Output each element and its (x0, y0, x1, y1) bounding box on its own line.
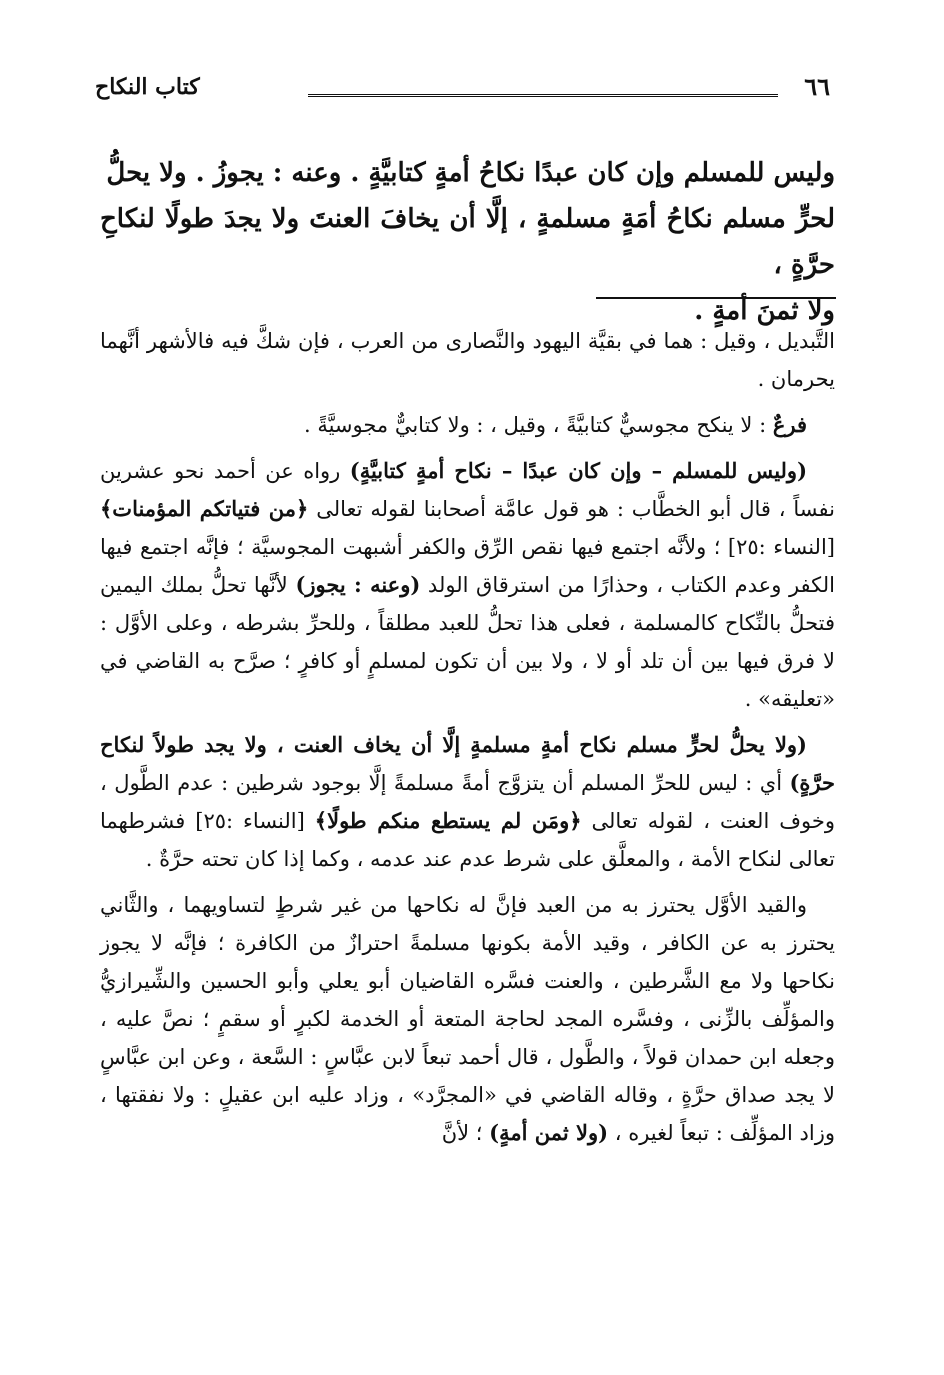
matn-text (100, 150, 835, 334)
sharh-text-span: والقيد الأوَّل يحترز به من العبد فإنَّ له نكاحها من غير شرطٍ لتساويهما ، والثَّاني يحترز به عن الكافر ، وقيد الأمة بكونها مسلمةً احترازٌ من الكافرة ؛ فإنَّه لا يجوز نكاحها ولا مع الشَّرطين ، والعنت فسَّره القاضيان أبو يعلي وأبو الحسين والشِّيرازيُّ والمؤلِّف بالزِّنى ، وفسَّره المجد لحاجة المتعة أو الخدمة لكبرٍ أو سقمٍ ؛ نصَّ عليه ، وجعله ابن حمدان قولاً ، والطَّول ، قال أحمد تبعاً لابن عبَّاسٍ : السَّعة ، وعن ابن عبَّاسٍ لا يجد صداق حرَّةٍ ، وقاله القاضي في «المجرَّد» ، وزاد عليه ابن عقيلٍ : ولا نفقتها ، وزاد المؤلِّف : تبعاً لغيره ، (100, 893, 835, 1145)
sharh-text-span: رواه عن أحمد نحو عشرين نفساً ، قال أبو الخطَّاب : هو قول عامَّة أصحابنا لقوله تعالى (100, 459, 835, 521)
matn-line: وليس للمسلم وإن كان عبدًا نكاحُ أمةٍ كتابيَّةٍ . وعنه : يجوزُ . ولا يحلُّ (106, 158, 835, 188)
sharh-text-span: لأنَّها تحلُّ بملك اليمين فتحلُّ بالنِّكاح كالمسلمة ، فعلى هذا تحلُّ للعبد مطلقاً ، وللحرِّ بشرطه ، وعلى الأوَّل : لا فرق فيها بين أن تلد أو لا ، ولا بين أن تكون لمسلمٍ أو كافرٍ ؛ صرَّح به القاضي في «تعليقه» . (100, 573, 835, 711)
bold-term: فرعٌ (772, 412, 807, 437)
sharh-text-span: أي : ليس للحرِّ المسلم أن يتزوَّج أمةً مسلمةً إلَّا بوجود شرطين : عدم الطَّول ، وخوف العنت ، لقوله تعالى (100, 771, 835, 833)
sharh-text-span: [النساء :٢٥] ؛ ولأنَّه اجتمع فيها نقص الرِّق والكفر أشبهت المجوسيَّة ؛ فإنَّه اجتمع فيها الكفر وعدم الكتاب ، وحذارًا من استرقاق الولد (100, 535, 836, 597)
sharh-paragraph (100, 406, 835, 444)
running-title: كتاب النكاح (95, 74, 200, 100)
page-number: ٦٦ (804, 72, 830, 101)
quoted-matn: (وليس للمسلم – وإن كان عبدًا – نكاح أمةٍ كتابيَّةٍ) (349, 458, 808, 483)
matn-separator-rule (596, 297, 836, 299)
quoted-matn: (ولا يحلُّ لحرٍّ مسلم نكاح أمةٍ مسلمةٍ إلَّا أن يخاف العنت ، ولا يجد طولاً لنكاح حرَّةٍ) (100, 732, 835, 795)
header-rule (308, 94, 778, 100)
quoted-matn: (وعنه : يجوز) (295, 572, 421, 597)
sharh-text-span: التَّبديل ، وقيل : هما في بقيَّة اليهود والنَّصارى من العرب ، فإن شكَّ فيه فالأشهر أنَّهما يحرمان . (100, 329, 835, 391)
page-header (95, 72, 830, 112)
matn-line: لحرٍّ مسلم نكاحُ أمَةٍ مسلمةٍ ، إلَّا أن يخافَ العنتَ ولا يجدَ طولًا لنكاحِ حرَّةٍ ، (100, 204, 835, 280)
matn-line: ولا ثمنَ أمةٍ . (694, 296, 835, 326)
quoted-matn: (ولا ثمن أمةٍ) (489, 1120, 609, 1145)
sharh-text-span: [النساء :٢٥] فشرطهما تعالى لنكاح الأمة ، والمعلَّق على شرط عدم عند عدمه ، وكما إذا كان تحته حرَّةٌ . (100, 809, 835, 871)
sharh-paragraph (100, 452, 835, 718)
sharh-text-span: ؛ لأنَّ (441, 1121, 490, 1145)
sharh-paragraph (100, 886, 835, 1152)
sharh-paragraph (100, 322, 835, 398)
sharh-text (100, 322, 835, 1160)
quran-quote: ﴿من فتياتكم المؤمنات﴾ (100, 496, 309, 521)
quran-quote: ﴿ومَن لم يستطع منكم طولًا﴾ (314, 808, 582, 833)
sharh-text-span: : لا ينكح مجوسيٌّ كتابيَّةً ، وقيل ، : ولا كتابيٌّ مجوسيَّةً . (303, 413, 773, 437)
sharh-paragraph (100, 726, 835, 878)
